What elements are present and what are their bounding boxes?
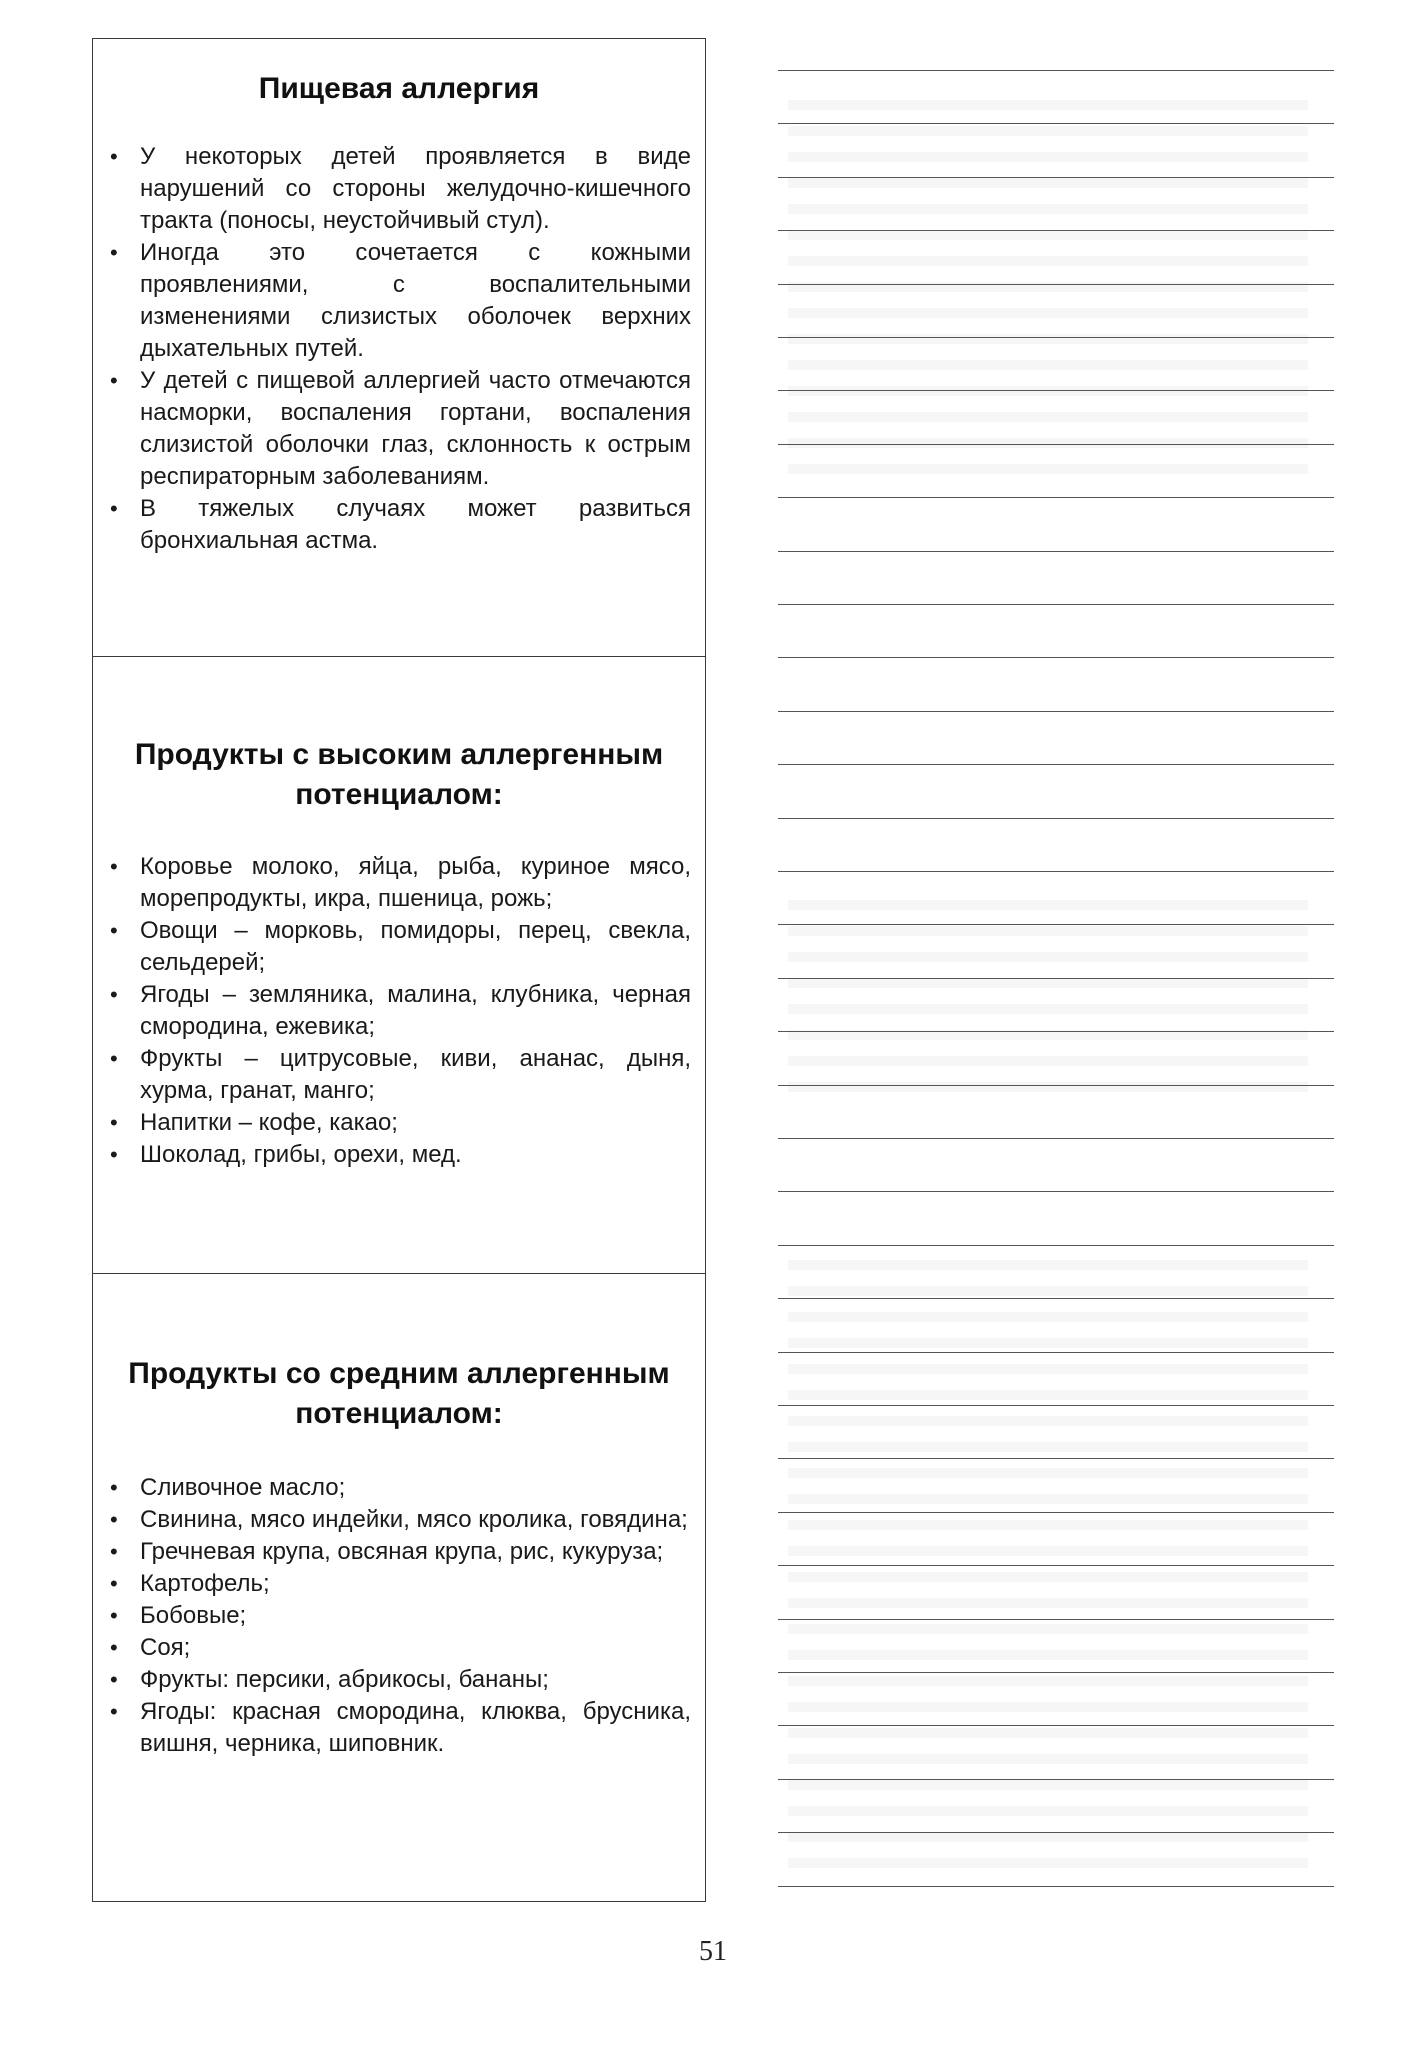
note-line [778, 1832, 1334, 1833]
bullet-list [93, 1472, 705, 1760]
note-line [778, 1725, 1334, 1726]
list-item: • Свинина, мясо индейки, мясо кролика, говядина; [140, 1504, 691, 1536]
note-line [778, 1779, 1334, 1780]
list-item: • Соя; [140, 1632, 691, 1664]
bleed-through-text [788, 1260, 1308, 1880]
note-line [778, 1031, 1334, 1032]
list-item: • Коровье молоко, яйца, рыба, куриное мясо, морепродукты, икра, пшеница, рожь; [140, 851, 691, 915]
note-line [778, 711, 1334, 712]
note-line [778, 871, 1334, 872]
note-line [778, 1565, 1334, 1566]
list-item: • Фрукты – цитрусовые, киви, ананас, дыня, хурма, гранат, манго; [140, 1043, 691, 1107]
list-item: • Бобовые; [140, 1600, 691, 1632]
note-line [778, 1672, 1334, 1673]
handout-panel [92, 38, 706, 1902]
note-line [778, 1352, 1334, 1353]
list-item: • Иногда это сочетается с кожными проявлениями, с воспалительными изменениями слизистых оболочек верхних дыхательных путей. [140, 237, 691, 365]
bullet-list [93, 141, 705, 557]
section-high-allergen-foods [93, 656, 705, 1273]
note-line [778, 177, 1334, 178]
note-line [778, 657, 1334, 658]
note-line [778, 230, 1334, 231]
page-number: 51 [699, 1936, 727, 1967]
note-line [778, 1245, 1334, 1246]
note-line [778, 70, 1334, 71]
note-line [778, 764, 1334, 765]
note-line [778, 390, 1334, 391]
list-item: • Картофель; [140, 1568, 691, 1600]
note-line [778, 497, 1334, 498]
note-line [778, 1458, 1334, 1459]
note-line [778, 818, 1334, 819]
list-item: • Напитки – кофе, какао; [140, 1107, 691, 1139]
note-line [778, 284, 1334, 285]
note-line [778, 978, 1334, 979]
section-food-allergy [93, 39, 705, 656]
section-title: Пищевая аллергия [258, 72, 540, 105]
note-line [778, 1298, 1334, 1299]
note-line [778, 123, 1334, 124]
section-title: Продукты со средним аллергенным потенциалом: [128, 1357, 670, 1430]
note-line [778, 1405, 1334, 1406]
section-medium-allergen-foods [93, 1273, 705, 1903]
bleed-through-text [788, 900, 1308, 1100]
note-line [778, 551, 1334, 552]
note-line [778, 1512, 1334, 1513]
list-item: • Фрукты: персики, абрикосы, бананы; [140, 1664, 691, 1696]
list-item: • У некоторых детей проявляется в виде нарушений со стороны желудочно-кишечного тракта (поносы, неустойчивый стул). [140, 141, 691, 237]
note-line [778, 1138, 1334, 1139]
notes-lines-area [778, 60, 1334, 1900]
list-item: • Ягоды – земляника, малина, клубника, черная смородина, ежевика; [140, 979, 691, 1043]
list-item: • У детей с пищевой аллергией часто отмечаются насморки, воспаления гортани, воспаления слизистой оболочки глаз, склонность к острым респираторным заболеваниям. [140, 365, 691, 493]
note-line [778, 924, 1334, 925]
note-line [778, 1085, 1334, 1086]
note-line [778, 337, 1334, 338]
note-line [778, 1619, 1334, 1620]
list-item: • В тяжелых случаях может развиться бронхиальная астма. [140, 493, 691, 557]
note-line [778, 1191, 1334, 1192]
bullet-list [93, 851, 705, 1171]
list-item: • Овощи – морковь, помидоры, перец, свекла, сельдерей; [140, 915, 691, 979]
list-item: • Сливочное масло; [140, 1472, 691, 1504]
list-item: • Шоколад, грибы, орехи, мед. [140, 1139, 691, 1171]
note-line [778, 444, 1334, 445]
list-item: • Ягоды: красная смородина, клюква, брусника, вишня, черника, шиповник. [140, 1696, 691, 1760]
section-title: Продукты с высоким аллергенным потенциалом: [134, 738, 664, 811]
note-line [778, 1886, 1334, 1887]
note-line [778, 604, 1334, 605]
list-item: • Гречневая крупа, овсяная крупа, рис, кукуруза; [140, 1536, 691, 1568]
bleed-through-text [788, 100, 1308, 480]
